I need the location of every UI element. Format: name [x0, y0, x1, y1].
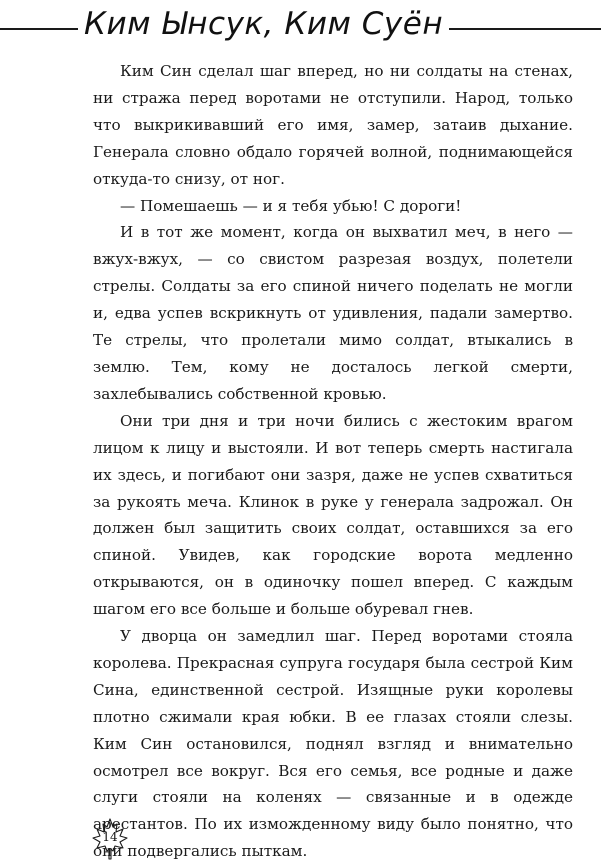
page-footer: [92, 818, 128, 860]
paragraph: Ким Син сделал шаг вперед, но ни солдаты на стенах, ни стража перед воротами не отступили. Народ, только что выкрикивавший его имя, замер, затаив дыхание. Генерала словно обдало горячей волной, поднимающейся откуда-то снизу, от ног.: [93, 62, 573, 188]
paragraph: Они три дня и три ночи бились с жестоким врагом лицом к лицу и выстояли. И вот теперь смерть настигала их здесь, и погибают они зазря, даже не успев схватиться за рукоять меча. Клинок в руке у генерала задрожал. Он должен был защитить своих солдат, оставшихся за его спиной. Увидев, как городские ворота медленно открываются, он в одиночку пошел вперед. С каждым шагом его все больше и больше обуревал гнев.: [93, 411, 573, 619]
body-text: [93, 58, 573, 865]
paragraph: — Помешаешь — и я тебя убью! С дороги!: [120, 196, 462, 215]
page-number: 14: [102, 830, 118, 844]
paragraph: И в тот же момент, когда он выхватил меч, в него — вжух-вжух, — со свистом разрезая воздух, полетели стрелы. Солдаты за его спиной ничего поделать не могли и, едва успев вскрикнуть от удивления, падали замертво. Те стрелы, что пролетали мимо солдат, втыкались в землю. Тем, кому не досталось легкой смерти, захлебывались собственной кровью.: [93, 223, 573, 403]
running-header-authors: Ким Ынсук, Ким Суён: [78, 4, 449, 44]
paragraph: У дворца он замедлил шаг. Перед воротами стояла королева. Прекрасная супруга государя была сестрой Ким Сина, единственной сестрой. Изящные руки королевы плотно сжимали края юбки. В ее глазах стояли слезы. Ким Син остановился, поднял взгляд и внимательно осмотрел все вокруг. Вся его семья, все родные и даже слуги стояли на коленях — связанные и в одежде арестантов. По их изможденному виду было понятно, что они подвергались пыткам.: [93, 627, 573, 861]
